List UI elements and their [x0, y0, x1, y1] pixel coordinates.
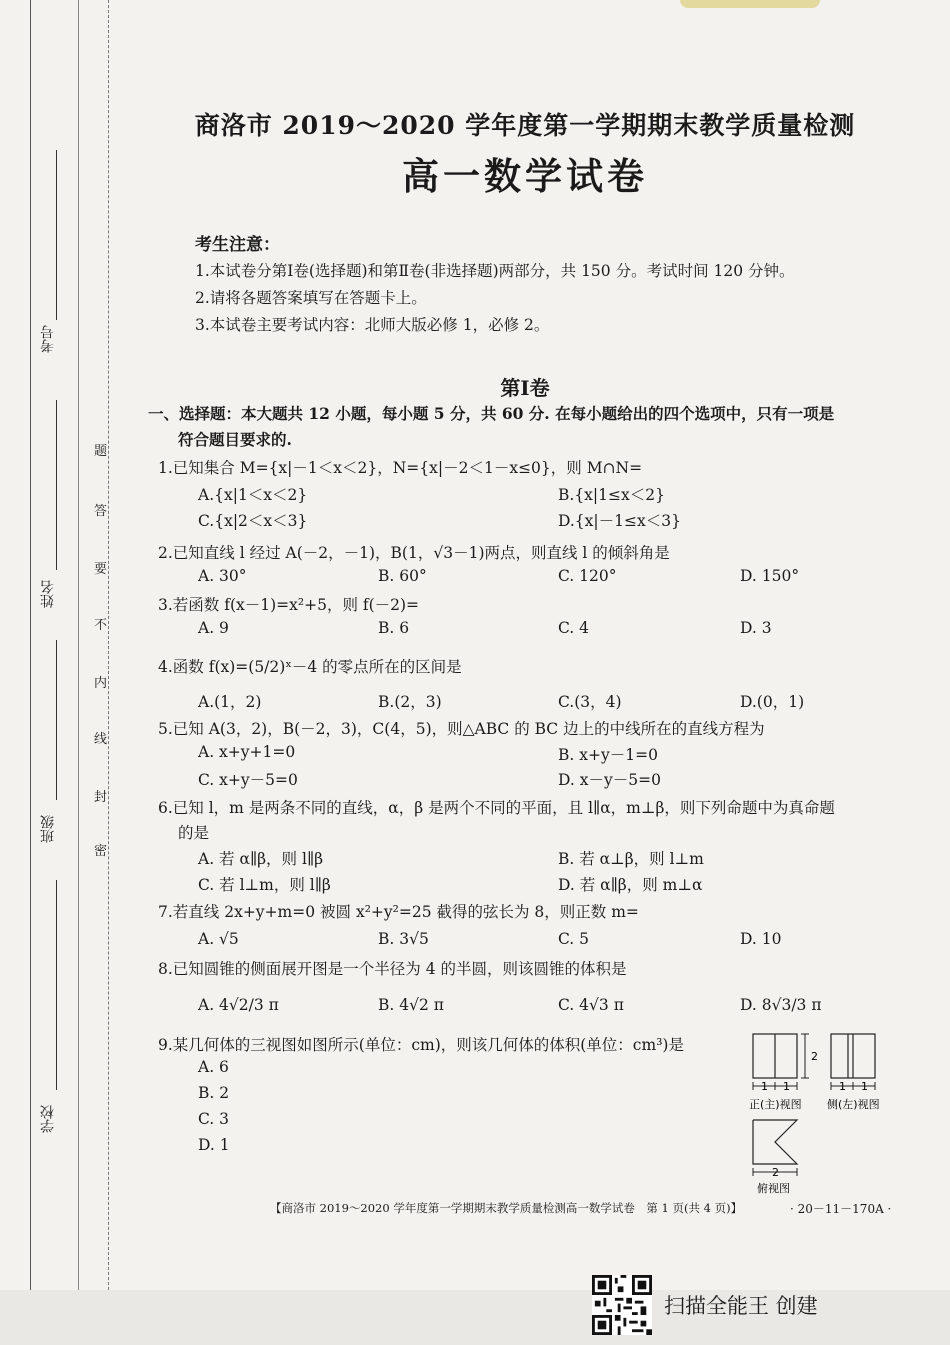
option: D.{x|－1≤x＜3}	[558, 512, 681, 530]
option: D. x－y－5=0	[558, 771, 661, 789]
option: D. 若 α∥β，则 m⊥α	[558, 876, 703, 894]
dim-label: 1	[839, 1080, 846, 1093]
scan-shadow	[680, 0, 820, 8]
option: B. 6	[378, 619, 410, 637]
option: A. √5	[198, 930, 239, 948]
option: C.(3，4)	[558, 693, 622, 711]
option: A.(1，2)	[198, 693, 262, 711]
side-width-dim	[831, 1082, 875, 1090]
page-footer: 【商洛市 2019～2020 学年度第一学期期末教学质量检测高一数学试卷 第 1 页(共 4 页)】	[270, 1201, 743, 1215]
option: C. 4√3 π	[558, 996, 624, 1014]
seal-char: 线	[94, 732, 108, 747]
option: D. 10	[740, 930, 782, 948]
three-view-figure	[745, 1030, 905, 1200]
option: B. x+y－1=0	[558, 746, 658, 764]
section-title: 第Ⅰ卷	[500, 376, 550, 400]
dim-label: 1	[783, 1080, 790, 1093]
question-stem: 1.已知集合 M={x|－1＜x＜2}，N={x|－2＜1－x≤0}，则 M∩N=	[158, 459, 643, 477]
option: A.{x|1＜x＜2}	[198, 486, 308, 504]
question-stem: 4.函数 f(x)=(5/2)ˣ－4 的零点所在的区间是	[158, 658, 462, 676]
option: D. 150°	[740, 567, 800, 585]
top-view	[753, 1120, 797, 1164]
option: A. 4√2/3 π	[198, 996, 279, 1014]
front-width-dim	[753, 1082, 797, 1090]
question-stem: 8.已知圆锥的侧面展开图是一个半径为 4 的半圆，则该圆锥的体积是	[158, 960, 627, 978]
seal-char: 不	[94, 618, 108, 633]
question-stem: 2.已知直线 l 经过 A(－2，－1)，B(1，√3－1)两点，则直线 l 的倾斜角是	[158, 544, 670, 562]
dim-label: 1	[861, 1080, 868, 1093]
option: C. 3	[198, 1110, 230, 1128]
paper-code: · 20－11－170A ·	[790, 1202, 892, 1216]
notice-item: 2.请将各题答案填写在答题卡上。	[195, 289, 427, 307]
option: D.(0，1)	[740, 693, 805, 711]
option: B.(2，3)	[378, 693, 442, 711]
exam-title: 高一数学试卷	[402, 154, 648, 198]
exam-no-label: 考号	[40, 325, 56, 353]
option: A. 6	[198, 1058, 229, 1076]
side-view	[831, 1034, 875, 1078]
option: D. 8√3/3 π	[740, 996, 822, 1014]
option: C. 4	[558, 619, 590, 637]
dim-label: 2	[811, 1050, 818, 1063]
option: B. 3√5	[378, 930, 429, 948]
option: A. 若 α∥β，则 l∥β	[198, 850, 324, 868]
front-height-dim	[801, 1034, 809, 1078]
name-label: 姓名	[40, 580, 56, 608]
class-line	[56, 640, 57, 800]
option: C. 120°	[558, 567, 617, 585]
option: B. 2	[198, 1084, 230, 1102]
seal-char: 要	[94, 562, 108, 577]
dim-label: 2	[772, 1166, 779, 1179]
question-stem: 5.已知 A(3，2)，B(－2，3)，C(4，5)，则△ABC 的 BC 边上的中线所在的直线方程为	[158, 720, 765, 738]
front-view-label: 正(主)视图	[749, 1098, 802, 1111]
option: C. x+y－5=0	[198, 771, 298, 789]
option: C.{x|2＜x＜3}	[198, 512, 308, 530]
option: D. 3	[740, 619, 772, 637]
exam-header: 商洛市 2019～2020 学年度第一学期期末教学质量检测	[194, 111, 856, 140]
school-line	[56, 880, 57, 1090]
question-stem: 6.已知 l，m 是两条不同的直线，α，β 是两个不同的平面，且 l∥α，m⊥β，则下列命题中为真命题	[158, 799, 835, 817]
qr-code-icon	[592, 1275, 652, 1335]
seal-char: 内	[94, 676, 108, 691]
question-stem-cont: 的是	[178, 824, 210, 842]
seal-char: 封	[94, 790, 108, 805]
option: B. 4√2 π	[378, 996, 444, 1014]
notice-item: 3.本试卷主要考试内容：北师大版必修 1，必修 2。	[195, 316, 550, 334]
option: B. 60°	[378, 567, 427, 585]
seal-char: 题	[94, 444, 108, 459]
question-stem: 9.某几何体的三视图如图所示(单位：cm)，则该几何体的体积(单位：cm³)是	[158, 1036, 684, 1054]
seal-char: 密	[94, 844, 108, 859]
notice-item: 1.本试卷分第Ⅰ卷(选择题)和第Ⅱ卷(非选择题)两部分，共 150 分。考试时间 120 分钟。	[195, 262, 795, 280]
option: A. 9	[198, 619, 229, 637]
option: C. 5	[558, 930, 590, 948]
front-view	[753, 1034, 797, 1078]
option: A. x+y+1=0	[198, 743, 296, 761]
option: C. 若 l⊥m，则 l∥β	[198, 876, 331, 894]
seal-char: 答	[94, 504, 108, 519]
question-stem: 3.若函数 f(x－1)=x²+5，则 f(－2)=	[158, 596, 420, 614]
option: A. 30°	[198, 567, 247, 585]
section-intro-cont: 符合题目要求的.	[178, 430, 292, 449]
top-view-label: 俯视图	[757, 1182, 790, 1195]
side-view-label: 侧(左)视图	[827, 1098, 880, 1111]
name-line	[56, 400, 57, 570]
class-label: 班级	[40, 815, 56, 843]
notice-title: 考生注意：	[195, 235, 280, 255]
scanner-watermark: 扫描全能王 创建	[664, 1294, 818, 1318]
section-intro: 一、选择题：本大题共 12 小题，每小题 5 分，共 60 分. 在每小题给出的四个选项中，只有一项是	[148, 404, 835, 423]
option: B.{x|1≤x＜2}	[558, 486, 665, 504]
option: B. 若 α⊥β，则 l⊥m	[558, 850, 704, 868]
dim-label: 1	[761, 1080, 768, 1093]
question-stem: 7.若直线 2x+y+m=0 被圆 x²+y²=25 截得的弦长为 8，则正数 m=	[158, 903, 639, 921]
school-label: 学校	[40, 1105, 56, 1133]
option: D. 1	[198, 1136, 230, 1154]
